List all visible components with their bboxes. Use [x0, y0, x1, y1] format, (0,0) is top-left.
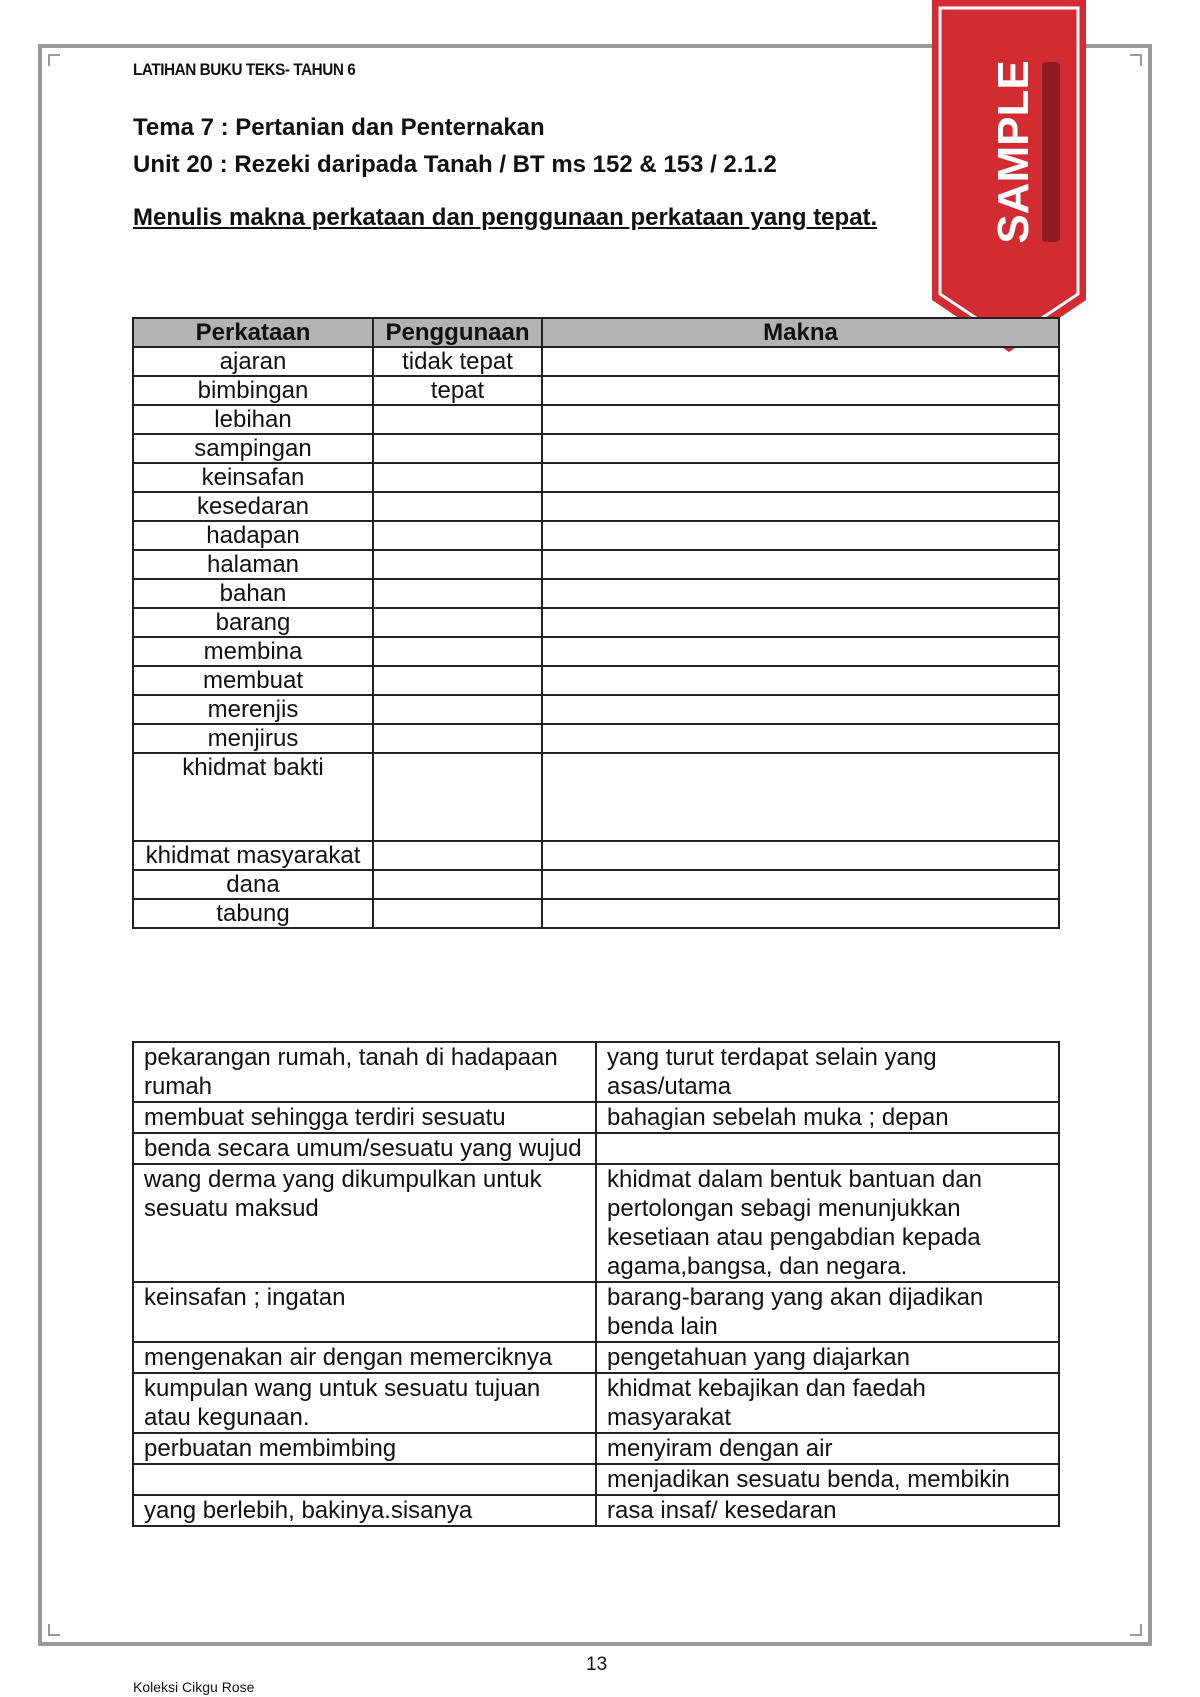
table-row: [133, 579, 1059, 608]
definition-cell: khidmat dalam bentuk bantuan dan pertolongan sebagi menunjukkan kesetiaan atau pengabdian kepada agama,bangsa, dan negara.: [596, 1164, 1059, 1282]
usage-cell: [373, 550, 542, 579]
meaning-cell: [542, 724, 1059, 753]
definition-cell: khidmat kebajikan dan faedah masyarakat: [596, 1373, 1059, 1433]
usage-cell: [373, 753, 542, 841]
table-row: [133, 492, 1059, 521]
meaning-cell: [542, 434, 1059, 463]
word-cell: merenjis: [133, 695, 373, 724]
definition-row: [133, 1373, 1059, 1433]
table-header-row: [133, 318, 1059, 347]
definition-cell: yang turut terdapat selain yang asas/utama: [596, 1042, 1059, 1102]
definition-cell: mengenakan air dengan memerciknya: [133, 1342, 596, 1373]
definition-cell: wang derma yang dikumpulkan untuk sesuatu maksud: [133, 1164, 596, 1282]
definition-row: [133, 1282, 1059, 1342]
header-makna: Makna: [542, 318, 1059, 347]
word-cell: membuat: [133, 666, 373, 695]
corner-mark: [48, 1624, 60, 1636]
word-cell: khidmat bakti: [133, 753, 373, 841]
header-perkataan: Perkataan: [133, 318, 373, 347]
definition-row: [133, 1464, 1059, 1495]
meaning-cell: [542, 841, 1059, 870]
corner-mark: [1130, 1624, 1142, 1636]
meaning-cell: [542, 550, 1059, 579]
meaning-cell: [542, 347, 1059, 376]
meaning-cell: [542, 463, 1059, 492]
table-row: [133, 376, 1059, 405]
table-row: [133, 550, 1059, 579]
theme-title: Tema 7 : Pertanian dan Penternakan: [133, 114, 545, 141]
meaning-cell: [542, 695, 1059, 724]
word-cell: ajaran: [133, 347, 373, 376]
definition-row: [133, 1102, 1059, 1133]
definition-cell: keinsafan ; ingatan: [133, 1282, 596, 1342]
definition-cell: menyiram dengan air: [596, 1433, 1059, 1464]
meaning-cell: [542, 608, 1059, 637]
instruction-heading: Menulis makna perkataan dan penggunaan perkataan yang tepat.: [133, 204, 878, 231]
table-row: [133, 695, 1059, 724]
usage-cell: [373, 724, 542, 753]
definition-cell: [133, 1464, 596, 1495]
table-row: [133, 899, 1059, 928]
usage-cell: [373, 870, 542, 899]
usage-cell: tidak tepat: [373, 347, 542, 376]
definition-cell: perbuatan membimbing: [133, 1433, 596, 1464]
word-cell: hadapan: [133, 521, 373, 550]
table-row: [133, 463, 1059, 492]
definition-row: [133, 1164, 1059, 1282]
sample-badge-text: SAMPLE: [989, 60, 1038, 244]
word-cell: barang: [133, 608, 373, 637]
definition-row: [133, 1042, 1059, 1102]
usage-cell: [373, 899, 542, 928]
definition-cell: pengetahuan yang diajarkan: [596, 1342, 1059, 1373]
usage-cell: [373, 841, 542, 870]
definition-row: [133, 1495, 1059, 1526]
word-cell: dana: [133, 870, 373, 899]
definition-cell: bahagian sebelah muka ; depan: [596, 1102, 1059, 1133]
usage-cell: [373, 608, 542, 637]
table-row: [133, 608, 1059, 637]
meaning-cell: [542, 405, 1059, 434]
meaning-cell: [542, 753, 1059, 841]
word-cell: lebihan: [133, 405, 373, 434]
meaning-cell: [542, 579, 1059, 608]
definition-cell: pekarangan rumah, tanah di hadapaan rumah: [133, 1042, 596, 1102]
corner-mark: [1130, 54, 1142, 66]
meaning-cell: [542, 870, 1059, 899]
badge-stripe: [1042, 62, 1060, 242]
word-cell: sampingan: [133, 434, 373, 463]
definition-cell: [596, 1133, 1059, 1164]
corner-mark: [48, 54, 60, 66]
word-cell: halaman: [133, 550, 373, 579]
usage-cell: [373, 579, 542, 608]
table-row: [133, 666, 1059, 695]
word-cell: membina: [133, 637, 373, 666]
table-row: [133, 347, 1059, 376]
table-row: [133, 405, 1059, 434]
table-row: [133, 521, 1059, 550]
meaning-cell: [542, 521, 1059, 550]
unit-title: Unit 20 : Rezeki daripada Tanah / BT ms 152 & 153 / 2.1.2: [133, 151, 777, 178]
word-cell: tabung: [133, 899, 373, 928]
table-row: [133, 434, 1059, 463]
definition-table: [132, 1041, 1060, 1527]
definition-row: [133, 1133, 1059, 1164]
usage-cell: [373, 405, 542, 434]
word-cell: bimbingan: [133, 376, 373, 405]
table-row: [133, 753, 1059, 841]
definition-cell: barang-barang yang akan dijadikan benda lain: [596, 1282, 1059, 1342]
definition-cell: yang berlebih, bakinya.sisanya: [133, 1495, 596, 1526]
definition-row: [133, 1342, 1059, 1373]
page-number: 13: [586, 1654, 608, 1675]
table-row: [133, 841, 1059, 870]
definition-cell: rasa insaf/ kesedaran: [596, 1495, 1059, 1526]
footer-credit: Koleksi Cikgu Rose: [133, 1679, 255, 1695]
meaning-cell: [542, 899, 1059, 928]
meaning-cell: [542, 492, 1059, 521]
word-cell: kesedaran: [133, 492, 373, 521]
meaning-cell: [542, 637, 1059, 666]
definition-cell: membuat sehingga terdiri sesuatu: [133, 1102, 596, 1133]
usage-cell: [373, 434, 542, 463]
word-table: [132, 317, 1060, 929]
word-cell: bahan: [133, 579, 373, 608]
worksheet-label: LATIHAN BUKU TEKS- TAHUN 6: [133, 60, 356, 79]
table-row: [133, 637, 1059, 666]
word-cell: menjirus: [133, 724, 373, 753]
definition-cell: benda secara umum/sesuatu yang wujud: [133, 1133, 596, 1164]
definition-row: [133, 1433, 1059, 1464]
definition-cell: menjadikan sesuatu benda, membikin: [596, 1464, 1059, 1495]
usage-cell: [373, 666, 542, 695]
meaning-cell: [542, 376, 1059, 405]
meaning-cell: [542, 666, 1059, 695]
table-row: [133, 870, 1059, 899]
word-cell: keinsafan: [133, 463, 373, 492]
header-penggunaan: Penggunaan: [373, 318, 542, 347]
usage-cell: [373, 521, 542, 550]
word-cell: khidmat masyarakat: [133, 841, 373, 870]
usage-cell: [373, 695, 542, 724]
table-row: [133, 724, 1059, 753]
usage-cell: [373, 637, 542, 666]
usage-cell: [373, 463, 542, 492]
definition-cell: kumpulan wang untuk sesuatu tujuan atau kegunaan.: [133, 1373, 596, 1433]
usage-cell: tepat: [373, 376, 542, 405]
usage-cell: [373, 492, 542, 521]
sample-badge: [928, 0, 1090, 355]
